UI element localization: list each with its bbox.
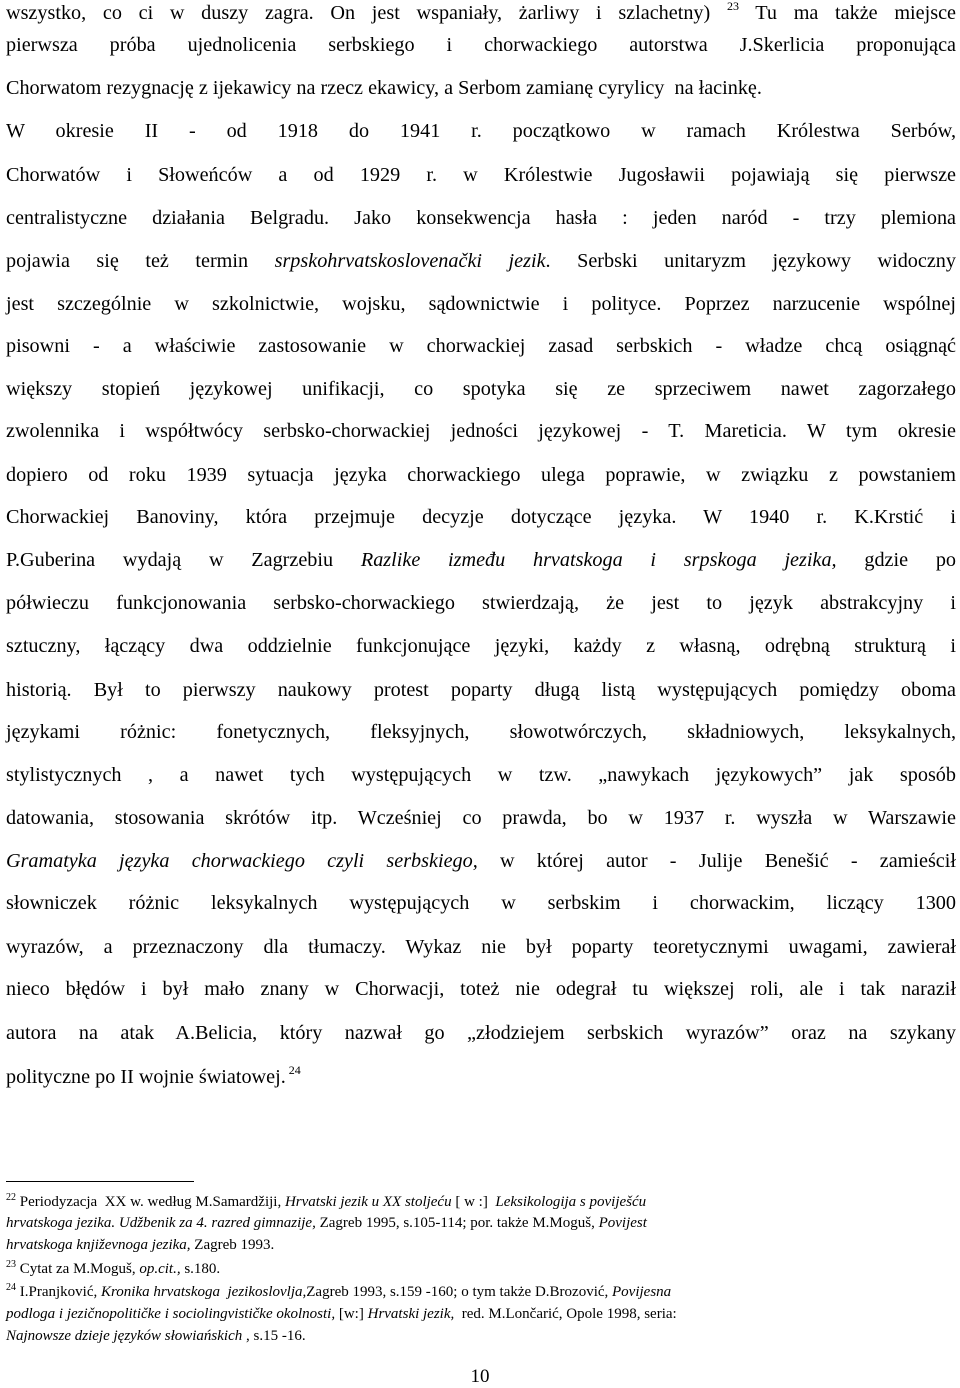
text-line (6, 976, 956, 1002)
text-line (6, 75, 956, 101)
text-run: wszystko, co ci w duszy zagra. On jest wspaniały, żarliwy i szlachetny) (6, 2, 727, 24)
footnote-line (6, 1283, 910, 1302)
text-run: Cytat za M.Moguš, (16, 1261, 140, 1277)
text-line (6, 719, 956, 745)
text-run: autora na atak A.Belicia, który nazwał go „złodziejem serbskich wyrazów” oraz na szykany (6, 1022, 956, 1044)
text-run: Zagreb 1993. (190, 1237, 275, 1253)
italic-title: Hrvatski jezik u XX stoljeću (284, 1194, 452, 1210)
italic-title: Najnowsze dzieje języków słowiańskich (6, 1328, 243, 1344)
text-run: datowania, stosowania skrótów itp. Wcześniej co prawda, bo w 1937 r. wyszła w Warszawie (6, 807, 956, 829)
text-line (6, 504, 956, 530)
text-run: I.Pranjković, (16, 1284, 101, 1300)
text-line (6, 934, 956, 960)
italic-title: op.cit., (139, 1261, 181, 1277)
italic-title: Hrvatski jezik, (367, 1306, 455, 1322)
italic-title: Leksikologija s poviješću (495, 1194, 647, 1210)
italic-title: Povijest (598, 1215, 647, 1231)
text-run: pojawia się też termin (6, 250, 275, 272)
text-run: słowniczek różnic leksykalnych występujących w serbskim i chorwackim, liczący 1300 (6, 892, 956, 914)
text-run: centralistyczne działania Belgradu. Jako konsekwencja hasła : jeden naród - trzy plemiona (6, 207, 956, 229)
text-run: Tu ma także miejsce (738, 2, 956, 24)
footnote-line (6, 1327, 910, 1346)
text-line (6, 205, 956, 231)
italic-title: Razlike između hrvatskoga i srpskoga jezika, (360, 549, 837, 571)
text-line (6, 890, 956, 916)
footnote-line (6, 1260, 910, 1279)
text-run: Chorwackiej Banoviny, która przejmuje decyzje dotyczące języka. W 1940 r. K.Krstić i (6, 506, 956, 528)
text-line (6, 1064, 956, 1090)
text-line (6, 762, 956, 788)
text-line (6, 1020, 956, 1046)
footnote-marker: 22 (6, 1192, 16, 1203)
text-run: [w:] (335, 1306, 368, 1322)
italic-title: Povijesna (612, 1284, 672, 1300)
footnote-line (6, 1236, 910, 1255)
text-line (6, 462, 956, 488)
text-run: , s.15 -16. (242, 1328, 306, 1344)
text-run: s.180. (180, 1261, 221, 1277)
footnote-line (6, 1305, 910, 1324)
text-run: Zagreb 1993, s.159 -160; o tym także D.Brozović, (306, 1284, 613, 1300)
footnote-marker: 24 (6, 1282, 16, 1293)
text-line (6, 547, 956, 573)
text-line (6, 162, 956, 188)
text-run: sztuczny, łączący dwa oddzielnie funkcjonujące języki, każdy z własną, odrębną strukturą i (6, 635, 956, 657)
text-run: Chorwatów i Słoweńców a od 1929 r. w Królestwie Jugosławii pojawiają się pierwsze (6, 164, 956, 186)
text-run: gdzie po (836, 549, 957, 571)
italic-title: Gramatyka języka chorwackiego czyli serbskiego, (6, 850, 478, 872)
text-line (6, 376, 956, 402)
italic-title: Kronika hrvatskoga jezikoslovlja, (100, 1284, 307, 1300)
text-run: Periodyzacja XX w. według M.Samardžiji, (16, 1194, 285, 1210)
text-run: Chorwatom rezygnację z ijekawicy na rzecz ekawicy, a Serbom zamianę cyrylicy na łacinkę. (6, 77, 762, 99)
text-run: dopiero od roku 1939 sytuacja języka chorwackiego ulega poprawie, w związku z powstaniem (6, 464, 956, 486)
text-run: językami różnic: fonetycznych, fleksyjnych, słowotwórczych, składniowych, leksykalnych, (6, 721, 956, 743)
text-run: pierwsza próba ujednolicenia serbskiego i chorwackiego autorstwa J.Skerlicia proponująca (6, 34, 956, 56)
footnote-line (6, 1214, 910, 1233)
text-run: wyrazów, a przeznaczony dla tłumaczy. Wykaz nie był poparty teoretycznymi uwagami, zawierał (6, 936, 956, 958)
footnote-line (6, 1193, 910, 1212)
footnote-separator (6, 1181, 194, 1182)
text-run: stylistycznych , a nawet tych występujących w tzw. „nawykach językowych” jak sposób (6, 764, 956, 786)
text-run: w której autor - Julije Benešić - zamieścił (477, 850, 956, 872)
footnote-marker: 24 (285, 1063, 301, 1077)
italic-title: hrvatskoga jezika. Udžbenik za 4. razred gimnazije, (6, 1215, 316, 1231)
text-line (6, 848, 956, 874)
text-line (6, 291, 956, 317)
text-run: nieco błędów i był mało znany w Chorwacji, toteż nie odegrał tu większej roli, ale i tak naraził (6, 978, 956, 1000)
footnote-marker: 23 (726, 0, 739, 13)
text-run: . Serbski unitaryzm językowy widoczny (545, 250, 956, 272)
text-line (6, 677, 956, 703)
text-run: [ w :] (451, 1194, 496, 1210)
text-line (6, 418, 956, 444)
text-line (6, 248, 956, 274)
text-run: historią. Był to pierwszy naukowy protest poparty długą listą występujących pomiędzy oboma (6, 679, 956, 701)
text-run: W okresie II - od 1918 do 1941 r. początkowo w ramach Królestwa Serbów, (6, 120, 956, 142)
italic-title: hrvatskoga književnoga jezika, (6, 1237, 191, 1253)
text-run: Zagreb 1995, s.105-114; por. także M.Moguš, (315, 1215, 599, 1231)
text-line (6, 805, 956, 831)
text-run: półwieczu funkcjonowania serbsko-chorwackiego stwierdzają, że jest to język abstrakcyjny i (6, 592, 956, 614)
italic-title: podloga i jezičnopolitičke i sociolingvističke okolnosti, (6, 1306, 336, 1322)
text-run: pisowni - a właściwie zastosowanie w chorwackiej zasad serbskich - władze chcą osiągnąć (6, 335, 956, 357)
text-run: P.Guberina wydają w Zagrzebiu (6, 549, 361, 571)
text-run: polityczne po II wojnie światowej. (6, 1066, 286, 1088)
text-run: jest szczególnie w szkolnictwie, wojsku, sądownictwie i polityce. Poprzez narzucenie wspólnej (6, 293, 956, 315)
text-line (6, 32, 956, 58)
italic-title: srpskohrvatskoslovenački jezik (274, 250, 546, 272)
text-line (6, 590, 956, 616)
text-run: zwolennika i współtwócy serbsko-chorwackiej jedności językowej - T. Mareticia. W tym okresie (6, 420, 956, 442)
text-run: większy stopień językowej unifikacji, co spotyka się ze sprzeciwem nawet zagorzałego (6, 378, 956, 400)
page-number: 10 (470, 1366, 490, 1387)
text-run: red. M.Lončarić, Opole 1998, seria: (454, 1306, 677, 1322)
text-line (6, 118, 956, 144)
text-line (6, 0, 956, 26)
text-line (6, 633, 956, 659)
text-line (6, 333, 956, 359)
footnote-marker: 23 (6, 1259, 16, 1270)
